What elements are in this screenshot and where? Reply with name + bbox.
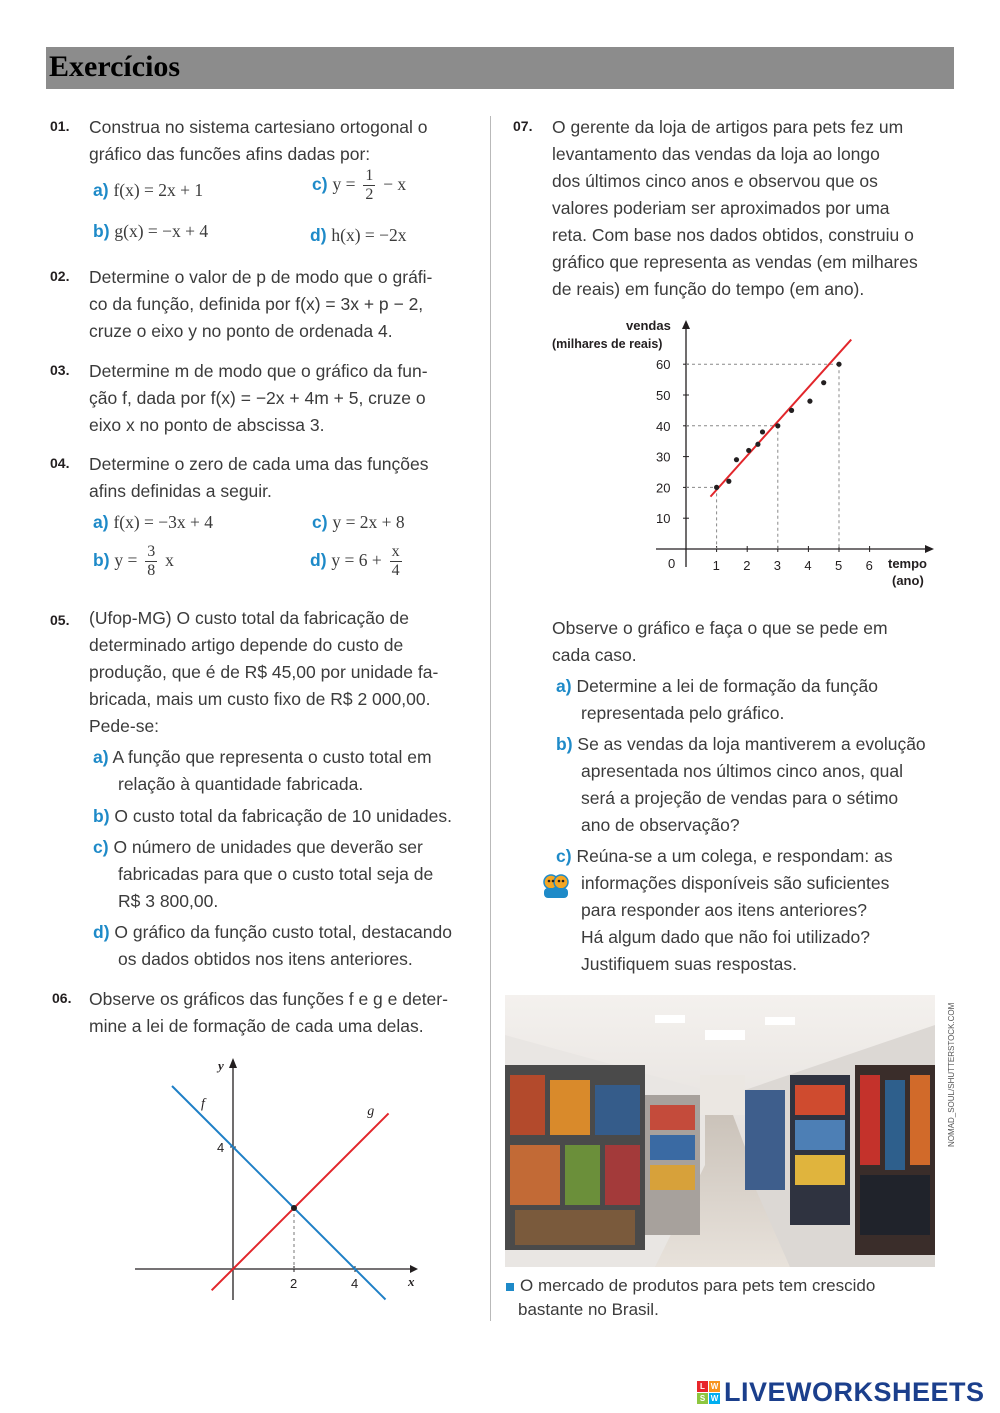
text-line: será a projeção de vendas para o sétimo <box>581 788 899 808</box>
x-axis-arrow <box>410 1265 418 1273</box>
text-line: informações disponíveis são suficientes <box>581 873 890 893</box>
question-number: 07. <box>513 118 533 134</box>
text-line: fabricadas para que o custo total seja de <box>118 864 434 884</box>
y-tick-label: 50 <box>656 388 671 403</box>
item-d <box>93 919 452 973</box>
y-axis-arrow <box>682 320 690 329</box>
text-line: A função que representa o custo total em <box>112 747 432 767</box>
math-expression: y = <box>332 174 356 195</box>
math-expression: g(x) = −x + 4 <box>114 221 209 241</box>
math-expression: y = 2x + 8 <box>332 512 405 532</box>
item-a <box>93 177 203 204</box>
liveworksheets-logo <box>697 1378 985 1406</box>
logo-badge-icon <box>697 1381 720 1404</box>
fraction <box>390 543 402 580</box>
text-line: apresentada nos últimos cinco anos, qual <box>581 761 904 781</box>
text-line: Justifiquem suas respostas. <box>581 954 797 974</box>
denominator: 4 <box>391 562 400 579</box>
math-expression: x <box>165 550 174 571</box>
item-label: a) <box>93 180 109 200</box>
numerator: 1 <box>365 167 374 184</box>
question-number: 06. <box>52 990 72 1006</box>
question-text <box>89 605 438 740</box>
text-line: determinado artigo depende do custo de <box>89 635 404 655</box>
question-number: 01. <box>50 118 70 134</box>
item-label: c) <box>556 846 572 866</box>
text-line: de reais) em função do tempo (em ano). <box>552 279 865 299</box>
data-point <box>789 408 794 413</box>
item-label: b) <box>93 806 110 826</box>
text-line: afins definidas a seguir. <box>89 481 272 501</box>
x-axis-label: tempo <box>888 556 927 571</box>
header-bar <box>46 47 954 89</box>
item-a <box>93 744 432 798</box>
data-point <box>760 429 765 434</box>
y-tick-label: 30 <box>656 449 671 465</box>
caption-bullet <box>506 1283 514 1291</box>
origin-label: 0 <box>668 556 676 571</box>
item-c <box>312 509 405 536</box>
y-axis-label: y <box>218 1058 224 1073</box>
item-d <box>310 222 407 249</box>
instruction-text <box>552 615 888 669</box>
text-line: Observe os gráficos das funções f e g e deter- <box>89 989 448 1009</box>
text-line: O gerente da loja de artigos para pets fez um <box>552 117 904 137</box>
question-text <box>89 264 432 345</box>
text-line: os dados obtidos nos itens anteriores. <box>118 949 413 969</box>
text-line: co da função, definida por f(x) = 3x + p − 2, <box>89 294 424 314</box>
badge-letter: S <box>697 1393 708 1404</box>
item-label: d) <box>93 922 110 942</box>
y-tick-label: 10 <box>656 511 671 527</box>
x-tick-label: 2 <box>743 558 751 573</box>
item-c <box>556 843 893 978</box>
page-title: Exercícios <box>49 50 181 83</box>
item-label: c) <box>312 174 328 195</box>
badge-letter: W <box>710 1393 719 1403</box>
text-line: valores poderiam ser aproximados por uma <box>552 198 890 218</box>
text-line: gráfico das funcões afins dadas por: <box>89 144 371 164</box>
text-line: Determine a lei de formação da função <box>576 676 878 696</box>
text-line: gráfico que representa as vendas (em milhares <box>552 252 918 272</box>
denominator: 8 <box>147 562 156 579</box>
item-b <box>93 543 174 580</box>
text-line: cruze o eixo y no ponto de ordenada 4. <box>89 321 393 341</box>
text-line: dos últimos cinco anos e observou que os <box>552 171 878 191</box>
x-axis-label: x <box>408 1274 415 1289</box>
series-f-line <box>172 1086 386 1300</box>
y-tick-label: 60 <box>656 357 671 373</box>
data-point <box>714 485 719 490</box>
item-label: b) <box>93 221 110 241</box>
x-axis-label: (ano) <box>892 573 924 588</box>
item-label: a) <box>556 676 572 696</box>
text-line: O gráfico da função custo total, destacando <box>114 922 452 942</box>
math-expression: y = 6 + <box>331 550 382 571</box>
credit-text: NOMAD_SOUL/SHUTTERSTOCK.COM <box>947 1002 956 1147</box>
text-line: representada pelo gráfico. <box>581 703 785 723</box>
question-text <box>552 114 918 303</box>
text-line: para responder aos itens anteriores? <box>581 900 868 920</box>
text-line: Se as vendas da loja mantiverem a evolução <box>577 734 926 754</box>
x-axis-arrow <box>925 545 934 553</box>
x-tick-label: 3 <box>773 558 782 573</box>
question-text <box>89 114 428 168</box>
question-text <box>89 358 428 439</box>
series-g-line <box>212 1113 389 1290</box>
text-line: O custo total da fabricação de 10 unidades. <box>114 806 452 826</box>
text-line: bastante no Brasil. <box>518 1300 659 1319</box>
data-point <box>821 380 826 385</box>
badge-letter: W <box>710 1381 719 1391</box>
logo-text: LIVEWORKSHEETS <box>724 1376 985 1407</box>
x-tick-label: 6 <box>865 558 873 573</box>
denominator: 2 <box>365 186 374 203</box>
question-number: 02. <box>50 268 70 284</box>
pet-store-photo <box>505 995 935 1267</box>
text-line: Há algum dado que não foi utilizado? <box>581 927 870 947</box>
series-g-label: g <box>367 1103 375 1119</box>
column-divider <box>490 116 491 1321</box>
math-expression: − x <box>383 174 407 195</box>
text-line: cada caso. <box>552 645 637 665</box>
question-text <box>89 451 429 505</box>
y-tick-label: 40 <box>656 418 671 434</box>
series-f-label: f <box>200 1096 205 1112</box>
item-label: d) <box>310 550 327 571</box>
item-d <box>310 543 405 580</box>
item-c <box>93 834 433 915</box>
math-expression: h(x) = −2x <box>331 225 407 245</box>
text-line: ção f, dada por f(x) = −2x + 4m + 5, cruze o <box>89 388 426 408</box>
item-b <box>556 731 926 839</box>
y-axis-label: vendas <box>626 318 671 333</box>
item-b <box>93 803 452 830</box>
x-tick-label: 1 <box>712 558 720 573</box>
x-tick-label: 5 <box>835 558 843 573</box>
item-label: a) <box>93 512 109 532</box>
math-expression: f(x) = 2x + 1 <box>113 180 204 200</box>
math-expression: f(x) = −3x + 4 <box>113 512 214 532</box>
text-line: Pede-se: <box>89 716 160 736</box>
item-label: c) <box>312 512 328 532</box>
item-a <box>556 673 878 727</box>
text-line: eixo x no ponto de abscissa 3. <box>89 415 325 435</box>
data-point <box>726 479 731 484</box>
item-label: a) <box>93 747 109 767</box>
numerator: 3 <box>147 543 156 560</box>
text-line: reta. Com base nos dados obtidos, construiu o <box>552 225 914 245</box>
x-tick-label: 4 <box>804 558 812 573</box>
photo-caption <box>506 1274 875 1322</box>
group-work-icon <box>541 870 571 902</box>
intersection-point <box>291 1205 297 1211</box>
text-line: Determine m de modo que o gráfico da fun- <box>89 361 428 381</box>
text-line: Determine o valor de p de modo que o gráfi- <box>89 267 433 287</box>
x-tick-label: 2 <box>290 1276 298 1291</box>
text-line: R$ 3 800,00. <box>118 891 219 911</box>
item-label: b) <box>556 734 573 754</box>
y-tick-label: 20 <box>656 480 671 496</box>
y-tick-label: 4 <box>217 1140 225 1155</box>
item-c <box>312 167 406 204</box>
trend-line <box>710 340 851 497</box>
text-line: O mercado de produtos para pets tem crescido <box>520 1276 876 1295</box>
data-point <box>755 442 760 447</box>
text-line: Construa no sistema cartesiano ortogonal o <box>89 117 428 137</box>
text-line: Observe o gráfico e faça o que se pede em <box>552 618 888 638</box>
item-a <box>93 509 213 536</box>
question-number: 03. <box>50 362 70 378</box>
question-text <box>89 986 448 1040</box>
data-point <box>836 362 841 367</box>
data-point <box>734 457 739 462</box>
text-line: O número de unidades que deverão ser <box>113 837 423 857</box>
text-line: Reúna-se a um colega, e respondam: as <box>576 846 893 866</box>
text-line: relação à quantidade fabricada. <box>118 774 364 794</box>
math-expression: y = <box>114 550 138 571</box>
x-tick-label: 4 <box>351 1276 359 1291</box>
y-axis-arrow <box>229 1058 237 1068</box>
text-line: bricada, mais um custo fixo de R$ 2 000,00. <box>89 689 431 709</box>
sales-chart <box>548 312 948 597</box>
question-number: 04. <box>50 455 70 471</box>
badge-letter: L <box>697 1381 708 1392</box>
data-point <box>775 423 780 428</box>
item-b <box>93 218 208 245</box>
text-line: produção, que é de R$ 45,00 por unidade fa- <box>89 662 439 682</box>
fraction <box>145 543 157 580</box>
item-label: d) <box>310 225 327 245</box>
data-point <box>746 448 751 453</box>
item-label: c) <box>93 837 109 857</box>
text-line: mine a lei de formação de cada uma delas. <box>89 1016 424 1036</box>
question-number: 05. <box>50 612 70 628</box>
functions-f-g-chart <box>130 1050 430 1310</box>
text-line: levantamento das vendas da loja ao longo <box>552 144 880 164</box>
numerator: x <box>391 543 400 560</box>
text-line: ano de observação? <box>581 815 740 835</box>
y-axis-label: (milhares de reais) <box>552 337 663 351</box>
data-point <box>807 399 812 404</box>
text-line: Determine o zero de cada uma das funções <box>89 454 429 474</box>
photo-credit <box>944 995 954 1150</box>
fraction <box>363 167 375 204</box>
item-label: b) <box>93 550 110 571</box>
text-line: (Ufop-MG) O custo total da fabricação de <box>89 608 409 628</box>
